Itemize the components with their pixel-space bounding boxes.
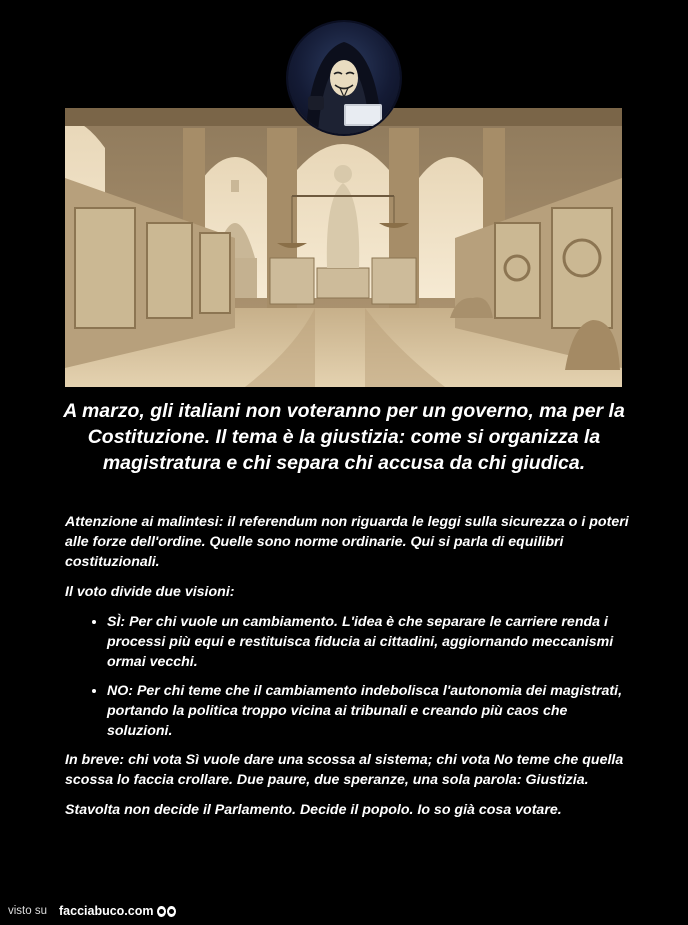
headline: A marzo, gli italiani non voteranno per un governo, ma per la Costituzione. Il tema è la giustizia: come si organizza la magistratura e chi separa chi accusa da chi giudica. <box>63 400 625 474</box>
summary-paragraph: In breve: chi vota Sì vuole dare una scossa al sistema; chi vota No teme che quella scossa lo faccia crollare. Due paure, due speranze, una sola parola: Giustizia. <box>65 752 624 788</box>
watermark-footer <box>8 902 176 920</box>
hero-image-justice-hall <box>65 108 622 387</box>
visions-lead: Il voto divide due visioni: <box>65 584 235 600</box>
footer-prefix: visto su <box>8 905 47 917</box>
visions-list <box>65 612 630 741</box>
justice-statue-illustration <box>65 108 622 387</box>
list-item-si: • SÌ: Per chi vuole un cambiamento. L'idea è che separare le carriere renda i processi più equi e restituisca fiducia ai cittadini, aggiornando meccanismi ormai vecchi. <box>107 612 630 672</box>
hooded-figure-icon <box>288 22 400 134</box>
avatar-hooded-mask <box>288 22 400 134</box>
intro-paragraph: Attenzione ai malintesi: il referendum non riguarda le leggi sulla sicurezza o i poteri alle forze dell'ordine. Quelle sono norme ordinarie. Qui si parla di equilibri costituzionali. <box>65 514 629 570</box>
eyes-icon <box>157 906 176 917</box>
footer-site-link[interactable]: facciabuco.com <box>59 904 154 918</box>
closing-paragraph: Stavolta non decide il Parlamento. Decide il popolo. Io so già cosa votare. <box>65 802 562 818</box>
article-body <box>65 512 630 830</box>
list-item-no: • NO: Per chi teme che il cambiamento indebolisca l'autonomia dei magistrati, portando la politica troppo vicina ai tribunali e creando più caos che soluzioni. <box>107 681 630 741</box>
